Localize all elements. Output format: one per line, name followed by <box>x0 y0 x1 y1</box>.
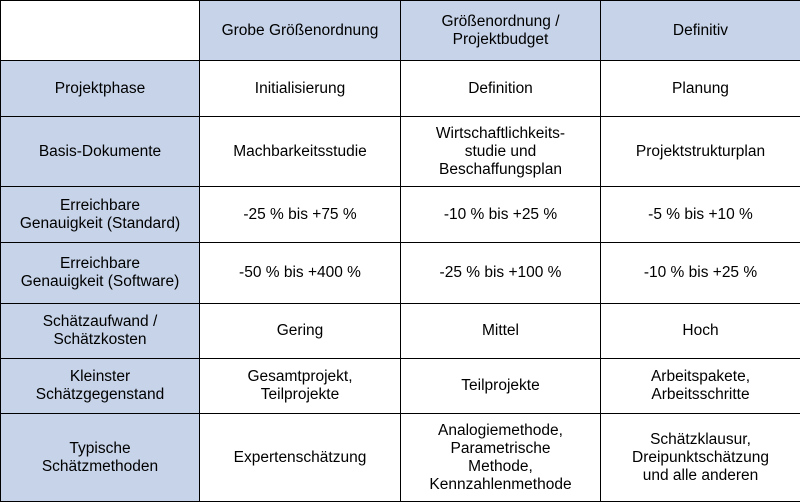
row-label-typical-methods: Typische Schätzmethoden <box>1 414 200 502</box>
table-cell: Machbarkeitsstudie <box>200 117 401 187</box>
table-cell: Analogiemethode, Parametrische Methode, Kennzahlenmethode <box>401 414 601 502</box>
table-row <box>1 187 800 243</box>
table-cell: Planung <box>601 61 800 117</box>
table-row <box>1 359 800 414</box>
header-rough-magnitude: Grobe Größenordnung <box>200 1 401 61</box>
table-row <box>1 304 800 359</box>
header-definitive: Definitiv <box>601 1 800 61</box>
table-cell: Initialisierung <box>200 61 401 117</box>
table-cell: Schätzklausur, Dreipunktschätzung und alle anderen <box>601 414 800 502</box>
header-row <box>1 1 800 61</box>
table-cell: Expertenschätzung <box>200 414 401 502</box>
table-row <box>1 61 800 117</box>
table-cell: -25 % bis +100 % <box>401 243 601 304</box>
row-label-project-phase: Projektphase <box>1 61 200 117</box>
row-label-smallest-object: Kleinster Schätzgegenstand <box>1 359 200 414</box>
table-cell: -50 % bis +400 % <box>200 243 401 304</box>
table-cell: -10 % bis +25 % <box>401 187 601 243</box>
table-cell: Arbeitspakete, Arbeitsschritte <box>601 359 800 414</box>
table-cell: Hoch <box>601 304 800 359</box>
row-label-estimation-effort: Schätzaufwand / Schätzkosten <box>1 304 200 359</box>
table-cell: Projektstrukturplan <box>601 117 800 187</box>
table-cell: -5 % bis +10 % <box>601 187 800 243</box>
row-label-accuracy-standard: Erreichbare Genauigkeit (Standard) <box>1 187 200 243</box>
table-cell: Teilprojekte <box>401 359 601 414</box>
table-cell: Gesamtprojekt, Teilprojekte <box>200 359 401 414</box>
table-cell: Definition <box>401 61 601 117</box>
header-magnitude-budget: Größenordnung / Projektbudget <box>401 1 601 61</box>
table-row <box>1 117 800 187</box>
table-row <box>1 414 800 502</box>
corner-cell <box>1 1 200 61</box>
table-cell: -10 % bis +25 % <box>601 243 800 304</box>
table-cell: Mittel <box>401 304 601 359</box>
row-label-base-documents: Basis-Dokumente <box>1 117 200 187</box>
row-label-accuracy-software: Erreichbare Genauigkeit (Software) <box>1 243 200 304</box>
table-row <box>1 243 800 304</box>
table-cell: Wirtschaftlichkeits- studie und Beschaffungsplan <box>401 117 601 187</box>
table-cell: -25 % bis +75 % <box>200 187 401 243</box>
table-cell: Gering <box>200 304 401 359</box>
